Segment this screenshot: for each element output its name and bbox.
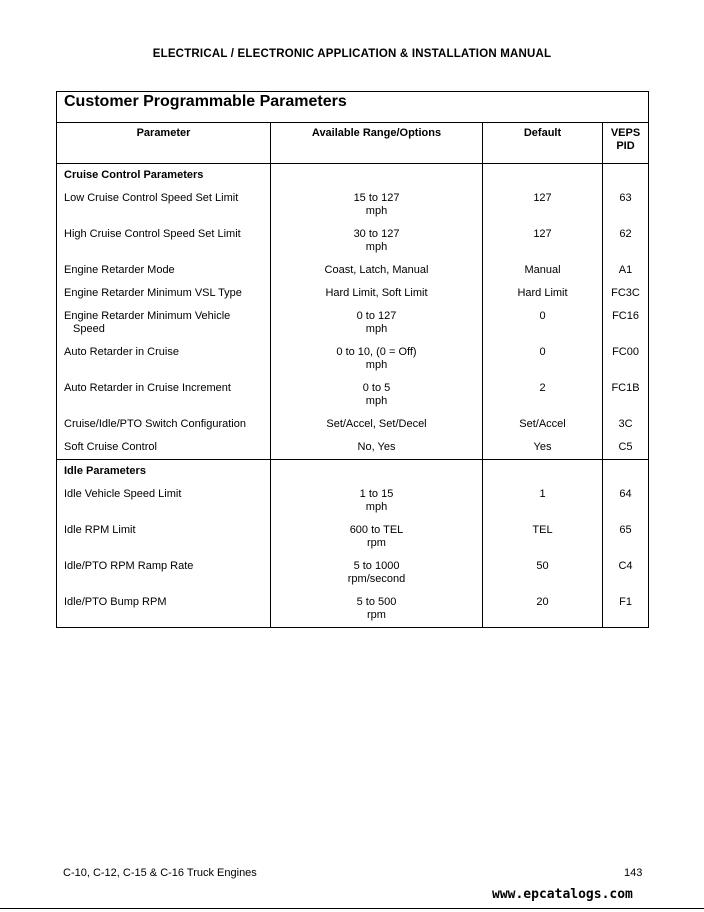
table-row	[57, 377, 649, 413]
param-unit: mph	[365, 501, 388, 513]
param-name: Auto Retarder in Cruise Increment	[57, 377, 271, 413]
table-row	[57, 259, 649, 282]
param-range: 5 to 1000 rpm/second	[271, 555, 483, 591]
param-range: Hard Limit, Soft Limit	[271, 282, 483, 305]
column-header-veps: VEPS	[610, 127, 641, 139]
param-range: Coast, Latch, Manual	[271, 259, 483, 282]
column-header-range: Available Range/Options	[271, 123, 483, 164]
table-row	[57, 223, 649, 259]
param-default: 50	[483, 555, 603, 591]
column-header-default: Default	[483, 123, 603, 164]
param-range: 30 to 127 mph	[271, 223, 483, 259]
param-range: 5 to 500 rpm	[271, 591, 483, 628]
column-header-parameter: Parameter	[57, 123, 271, 164]
footer-title: C-10, C-12, C-15 & C-16 Truck Engines	[63, 867, 257, 879]
param-pid: FC00	[603, 341, 649, 377]
param-pid: F1	[603, 591, 649, 628]
param-pid: FC1B	[603, 377, 649, 413]
param-range: 600 to TEL rpm	[271, 519, 483, 555]
bottom-divider	[0, 908, 704, 909]
table-title: Customer Programmable Parameters	[57, 92, 649, 123]
param-pid: C5	[603, 436, 649, 460]
param-name-continued: Speed	[73, 323, 105, 335]
section-title-cruise: Cruise Control Parameters	[57, 164, 271, 188]
table-row	[57, 519, 649, 555]
param-default: Hard Limit	[483, 282, 603, 305]
param-name: Idle/PTO RPM Ramp Rate	[57, 555, 271, 591]
param-range: 0 to 10, (0 = Off) mph	[271, 341, 483, 377]
param-default: Set/Accel	[483, 413, 603, 436]
param-default: Yes	[483, 436, 603, 460]
param-range: No, Yes	[271, 436, 483, 460]
table-row	[57, 436, 649, 460]
param-unit: mph	[365, 241, 388, 253]
param-default: 0	[483, 305, 603, 341]
param-pid: C4	[603, 555, 649, 591]
table-row	[57, 413, 649, 436]
param-pid: 64	[603, 483, 649, 519]
param-unit: rpm	[367, 537, 386, 549]
column-header-veps-pid	[603, 123, 649, 164]
param-name: Engine Retarder Minimum VSL Type	[57, 282, 271, 305]
table-row	[57, 187, 649, 223]
table-row	[57, 483, 649, 519]
table-row	[57, 305, 649, 341]
param-unit: mph	[365, 205, 388, 217]
param-default: 0	[483, 341, 603, 377]
table-row	[57, 341, 649, 377]
watermark-url: www.epcatalogs.com	[492, 887, 633, 902]
page-header: ELECTRICAL / ELECTRONIC APPLICATION & INSTALLATION MANUAL	[152, 48, 552, 60]
param-pid: 3C	[603, 413, 649, 436]
param-range: 1 to 15 mph	[271, 483, 483, 519]
param-name: Low Cruise Control Speed Set Limit	[57, 187, 271, 223]
param-unit: rpm	[367, 609, 386, 621]
param-name: Soft Cruise Control	[57, 436, 271, 460]
param-default: Manual	[483, 259, 603, 282]
param-unit: rpm/second	[347, 573, 406, 585]
param-pid: 62	[603, 223, 649, 259]
param-name: Cruise/Idle/PTO Switch Configuration	[57, 413, 271, 436]
param-pid: A1	[603, 259, 649, 282]
param-name: Idle RPM Limit	[57, 519, 271, 555]
param-default: TEL	[483, 519, 603, 555]
param-range: 15 to 127 mph	[271, 187, 483, 223]
param-default: 1	[483, 483, 603, 519]
table-row	[57, 282, 649, 305]
param-pid: FC16	[603, 305, 649, 341]
section-title-idle: Idle Parameters	[57, 460, 271, 484]
param-name: Engine Retarder Mode	[57, 259, 271, 282]
parameters-table	[56, 91, 649, 628]
param-name: Engine Retarder Minimum Vehicle Speed	[57, 305, 271, 341]
param-name: Idle Vehicle Speed Limit	[57, 483, 271, 519]
param-pid: 65	[603, 519, 649, 555]
param-name: High Cruise Control Speed Set Limit	[57, 223, 271, 259]
param-default: 127	[483, 187, 603, 223]
param-pid: FC3C	[603, 282, 649, 305]
param-default: 2	[483, 377, 603, 413]
param-unit: mph	[365, 359, 388, 371]
page-number: 143	[624, 867, 643, 879]
param-unit: mph	[365, 395, 388, 407]
param-name: Auto Retarder in Cruise	[57, 341, 271, 377]
param-range: 0 to 127 mph	[271, 305, 483, 341]
param-range: Set/Accel, Set/Decel	[271, 413, 483, 436]
param-default: 127	[483, 223, 603, 259]
table-row	[57, 555, 649, 591]
param-range: 0 to 5 mph	[271, 377, 483, 413]
param-unit: mph	[365, 323, 388, 335]
param-default: 20	[483, 591, 603, 628]
column-header-pid: PID	[616, 140, 635, 152]
table-row	[57, 591, 649, 628]
param-pid: 63	[603, 187, 649, 223]
param-name: Idle/PTO Bump RPM	[57, 591, 271, 628]
